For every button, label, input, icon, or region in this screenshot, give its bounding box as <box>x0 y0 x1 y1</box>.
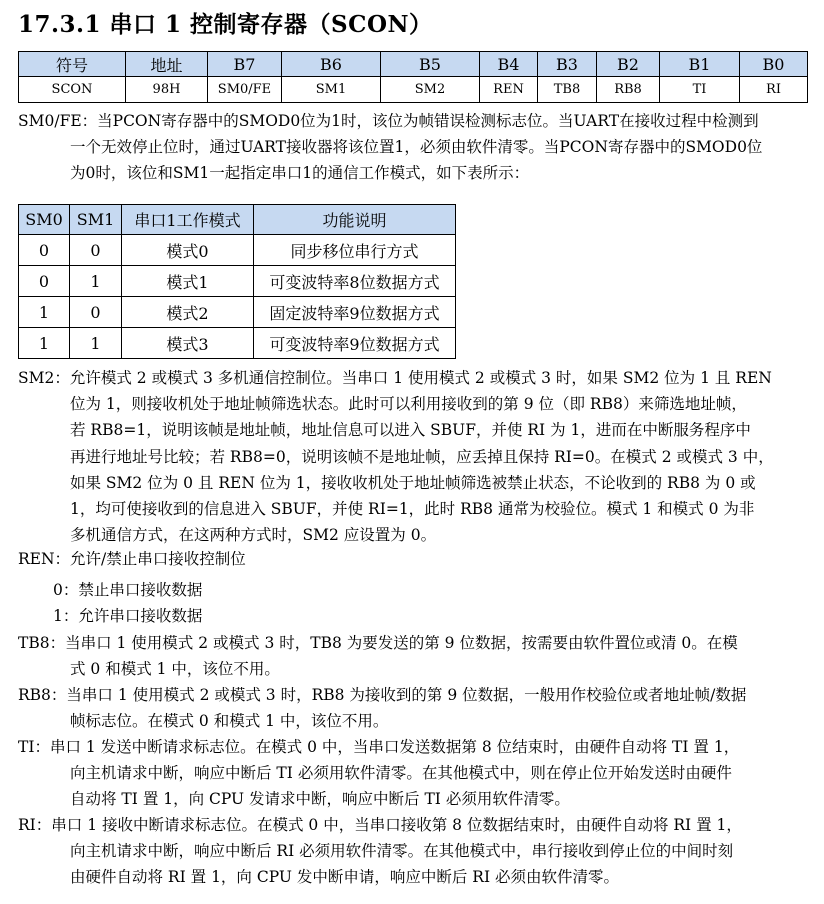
register-value-cell: SM0/FE <box>208 77 282 103</box>
text-line: 如果 SM2 位为 0 且 REN 位为 1，接收收机处于地址帧筛选被禁止状态，不论收到的 RB8 为 0 或 <box>70 473 756 492</box>
mode-row <box>19 266 456 297</box>
rb8-description <box>18 682 808 734</box>
mode-cell: 模式3 <box>122 328 254 359</box>
register-header-cell: B0 <box>740 52 808 77</box>
ri-description <box>18 812 808 891</box>
sm2-description <box>18 365 808 548</box>
mode-table <box>18 204 456 359</box>
mode-cell: 模式1 <box>122 266 254 297</box>
register-value-cell: TI <box>660 77 740 103</box>
register-value-cell: SM2 <box>381 77 480 103</box>
ren-description <box>18 546 808 572</box>
mode-cell: 1 <box>19 297 70 328</box>
register-header-cell: B3 <box>538 52 597 77</box>
mode-cell: 0 <box>70 297 122 328</box>
text-line: 再进行地址号比较；若 RB8=0，说明该帧不是地址帧，应丢掉且保持 RI=0。在模式 2 或模式 3 中， <box>70 447 774 466</box>
register-header-cell: 符号 <box>19 52 126 77</box>
text-line: TI：串口 1 发送中断请求标志位。在模式 0 中，当串口发送数据第 8 位结束时，由硬件自动将 TI 置 1， <box>18 738 740 756</box>
text-line: TB8：当串口 1 使用模式 2 或模式 3 时，TB8 为要发送的第 9 位数据，按需要由软件置位或清 0。在模 <box>18 634 738 652</box>
mode-header-row <box>19 205 456 235</box>
mode-cell: 模式0 <box>122 235 254 266</box>
text-line: 多机通信方式，在这两种方式时，SM2 应设置为 0。 <box>70 526 437 545</box>
mode-header-cell: 功能说明 <box>254 205 456 235</box>
mode-cell: 同步移位串行方式 <box>254 235 456 266</box>
text-line: 自动将 TI 置 1，向 CPU 发请求中断，响应中断后 TI 必须用软件清零。 <box>70 790 570 809</box>
sm0fe-description <box>18 108 808 187</box>
text-line: 帧标志位。在模式 0 和模式 1 中，该位不用。 <box>70 712 389 731</box>
ren-option-1: 1：允许串口接收数据 <box>53 607 203 625</box>
text-line: 向主机请求中断，响应中断后 RI 必须用软件清零。在其他模式中，串行接收到停止位的中间时刻 <box>70 842 734 861</box>
mode-cell: 0 <box>19 266 70 297</box>
text-line: 式 0 和模式 1 中，该位不用。 <box>70 660 280 679</box>
register-value-row <box>19 77 808 103</box>
register-value-cell: 98H <box>126 77 208 103</box>
text-line: 一个无效停止位时，通过UART接收器将该位置1，必须由软件清零。当PCON寄存器中的SMOD0位 <box>70 138 763 157</box>
text-line: SM0/FE：当PCON寄存器中的SMOD0位为1时，该位为帧错误检测标志位。当UART在接收过程中检测到 <box>18 112 759 130</box>
register-value-cell: REN <box>480 77 538 103</box>
mode-cell: 1 <box>19 328 70 359</box>
register-header-cell: B6 <box>282 52 381 77</box>
register-value-cell: TB8 <box>538 77 597 103</box>
mode-cell: 固定波特率9位数据方式 <box>254 297 456 328</box>
mode-row <box>19 328 456 359</box>
register-header-cell: B4 <box>480 52 538 77</box>
ren-option-0: 0：禁止串口接收数据 <box>53 581 203 599</box>
mode-header-cell: SM1 <box>70 205 122 235</box>
text-line: 若 RB8=1，说明该帧是地址帧，地址信息可以进入 SBUF，并使 RI 为 1，进而在中断服务程序中 <box>70 421 751 440</box>
mode-cell: 1 <box>70 328 122 359</box>
register-value-cell: RI <box>740 77 808 103</box>
text-line: 为0时，该位和SM1一起指定串口1的通信工作模式，如下表所示： <box>70 164 530 183</box>
scon-register-table <box>18 51 808 103</box>
register-header-cell: 地址 <box>126 52 208 77</box>
text-line: 位为 1，则接收机处于地址帧筛选状态。此时可以利用接收到的第 9 位（即 RB8）来筛选地址帧， <box>70 395 747 414</box>
tb8-description <box>18 630 808 682</box>
register-value-cell: SCON <box>19 77 126 103</box>
mode-row <box>19 297 456 328</box>
mode-cell: 0 <box>19 235 70 266</box>
mode-cell: 0 <box>70 235 122 266</box>
mode-cell: 可变波特率9位数据方式 <box>254 328 456 359</box>
text-line: REN：允许/禁止串口接收控制位 <box>18 550 246 568</box>
mode-cell: 1 <box>70 266 122 297</box>
register-header-cell: B5 <box>381 52 480 77</box>
text-line: RB8：当串口 1 使用模式 2 或模式 3 时，RB8 为接收到的第 9 位数据，一般用作校验位或者地址帧/数据 <box>18 686 747 704</box>
text-line: 由硬件自动将 RI 置 1，向 CPU 发中断申请，响应中断后 RI 必须由软件清零。 <box>70 868 620 887</box>
mode-cell: 模式2 <box>122 297 254 328</box>
register-header-cell: B2 <box>597 52 660 77</box>
register-value-cell: RB8 <box>597 77 660 103</box>
text-line: 向主机请求中断，响应中断后 TI 必须用软件清零。在其他模式中，则在停止位开始发送时由硬件 <box>70 764 732 783</box>
text-line: 1，均可使接收到的信息进入 SBUF，并使 RI=1，此时 RB8 通常为校验位。模式 1 和模式 0 为非 <box>70 500 755 519</box>
text-line: RI：串口 1 接收中断请求标志位。在模式 0 中，当串口接收第 8 位数据结束时，由硬件自动将 RI 置 1， <box>18 816 742 834</box>
text-line: SM2：允许模式 2 或模式 3 多机通信控制位。当串口 1 使用模式 2 或模式 3 时，如果 SM2 位为 1 且 REN <box>18 369 772 387</box>
register-header-row <box>19 52 808 77</box>
register-header-cell: B7 <box>208 52 282 77</box>
register-value-cell: SM1 <box>282 77 381 103</box>
mode-row <box>19 235 456 266</box>
mode-header-cell: 串口1工作模式 <box>122 205 254 235</box>
mode-header-cell: SM0 <box>19 205 70 235</box>
register-header-cell: B1 <box>660 52 740 77</box>
section-title: 17.3.1 串口 1 控制寄存器（SCON） <box>18 11 433 38</box>
mode-cell: 可变波特率8位数据方式 <box>254 266 456 297</box>
ti-description <box>18 734 808 813</box>
